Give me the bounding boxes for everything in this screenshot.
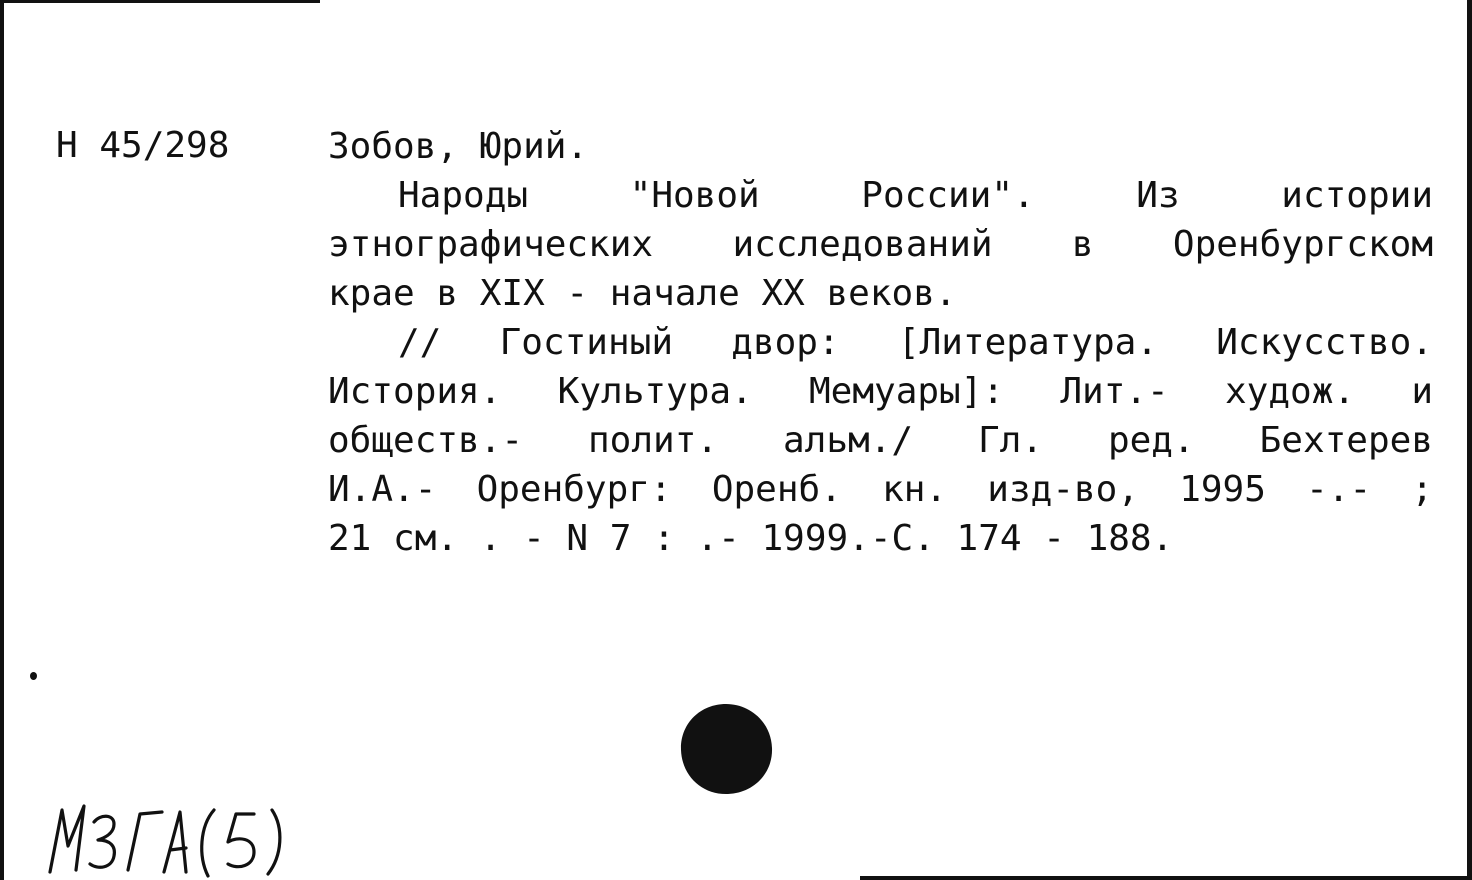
handwritten-note <box>28 790 348 880</box>
ink-speck <box>30 672 37 680</box>
title-line-3: крае в XIX - начале XX веков. <box>328 273 957 314</box>
card-border-right <box>1467 0 1472 880</box>
bibliographic-entry <box>328 122 1433 563</box>
card-border-left <box>0 0 4 880</box>
shelfmark: Н 45/298 <box>56 125 230 166</box>
source-line-4: И.А.- Оренбург: Оренб. кн. изд-во, 1995 -.- ; <box>328 469 1433 510</box>
punch-hole-icon <box>676 700 776 798</box>
source-line-2: История. Культура. Мемуары]: Лит.- худож. и <box>328 371 1433 412</box>
card-border-bottom <box>860 876 1472 880</box>
card-border-top <box>0 0 320 3</box>
author-line: Зобов, Юрий. <box>328 126 589 167</box>
title-line-1: Народы "Новой России". Из истории <box>398 175 1433 216</box>
source-line-3: обществ.- полит. альм./ Гл. ред. Бехтерев <box>328 420 1433 461</box>
source-line-1: // Гостиный двор: [Литература. Искусство. <box>398 322 1433 363</box>
title-line-2: этнографических исследований в Оренбургском <box>328 224 1433 265</box>
source-line-5: 21 см. . - N 7 : .- 1999.-С. 174 - 188. <box>328 518 1174 559</box>
